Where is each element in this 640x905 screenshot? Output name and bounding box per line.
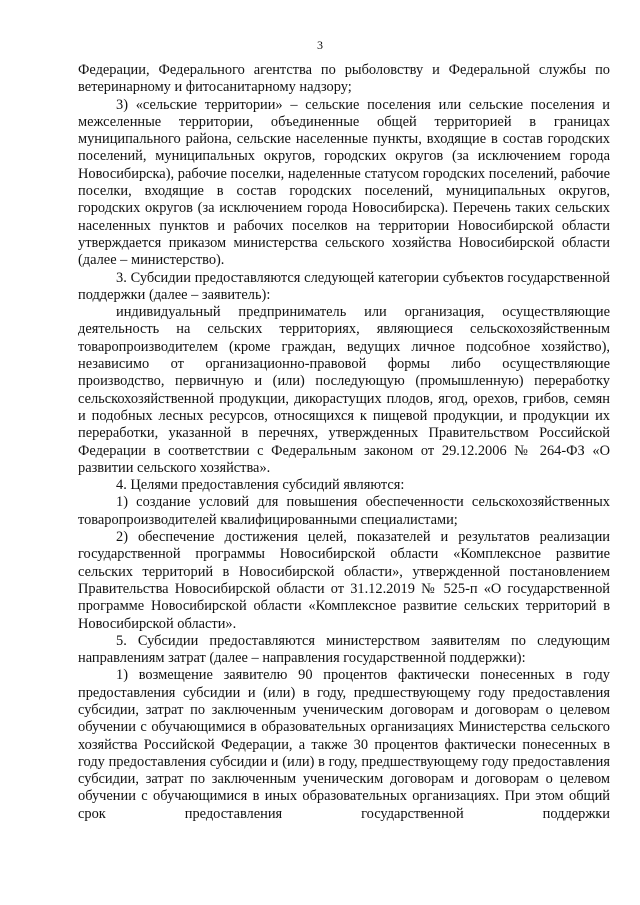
paragraph-goal-2: 2) обеспечение достижения целей, показателей и результатов реализации государственной программы Новосибирской области «Комплексное развитие сельских территорий в Новосибирской области», утвержденной постановлением Правительства Новосибирской области от 31.12.2019 № 525-п «О государственной программе Новосибирской области «Комплексное развитие сельских территорий в Новосибирской области». xyxy=(78,529,610,632)
paragraph-subsidy-category: 3. Субсидии предоставляются следующей категории субъектов государственной поддержки (далее – заявитель): xyxy=(78,269,610,303)
paragraph-direction-1: 1) возмещение заявителю 90 процентов фактически понесенных в году предоставления субсидии и (или) в году, предшествующему году предоставления субсидии, затрат по заключенным ученическим договорам и договорам о целевом обучении с обучающимися в образовательных организациях Министерства сельского хозяйства Российской Федерации, а также 30 процентов фактически понесенных в году предоставления субсидии и (или) в году, предшествующему году предоставления субсидии, затрат по заключенным ученическим договорам и договорам о целевом обучении с обучающимися в иных образовательных организациях. При этом общий срок предоставления государственной поддержки xyxy=(78,667,610,822)
paragraph-goals-heading: 4. Целями предоставления субсидий являются: xyxy=(116,477,405,494)
paragraph-directions: 5. Субсидии предоставляются министерством заявителям по следующим направлениям затрат (далее – направления государственной поддержки): xyxy=(78,632,610,667)
paragraph-applicant-definition: индивидуальный предприниматель или организация, осуществляющие деятельность на сельских территориях, являющиеся сельскохозяйственным товаропроизводителем (кроме граждан, ведущих личное подсобное хозяйство), независимо от организационно-правовой формы либо осуществляющие производство, первичную и (или) последующую (промышленную) переработку сельскохозяйственной продукции, дикорастущих плодов, ягод, орехов, грибов, семян и подобных лесных ресурсов, относящихся к пищевой продукции, и продукции их переработки, указанной в перечнях, утвержденных Правительством Российской Федерации в соответствии с Федеральным законом от 29.12.2006 № 264-ФЗ «О развитии сельского хозяйства». xyxy=(78,304,610,476)
paragraph-goal-1: 1) создание условий для повышения обеспеченности сельскохозяйственных товаропроизводителей квалифицированными специалистами; xyxy=(78,494,610,528)
paragraph-continuation: Федерации, Федерального агентства по рыболовству и Федеральной службы по ветеринарному и фитосанитарному надзору; xyxy=(78,62,610,96)
document-body xyxy=(78,62,610,823)
paragraph-rural-territories: 3) «сельские территории» – сельские поселения или сельские поселения и межселенные территории, объединенные общей территорией в границах муниципального района, сельские населенные пункты, входящие в состав городских поселений, муниципальных округов, городских округов (за исключением города Новосибирска), рабочие поселки, наделенные статусом городских поселений, рабочие поселки, входящие в состав городских поселений, муниципальных округов, городских округов (за исключением города Новосибирска). Перечень таких сельских населенных пунктов и рабочих поселков на территории Новосибирской области утверждается приказом министерства сельского хозяйства Новосибирской области (далее – министерство). xyxy=(78,96,610,269)
page-number: 3 xyxy=(317,38,323,52)
